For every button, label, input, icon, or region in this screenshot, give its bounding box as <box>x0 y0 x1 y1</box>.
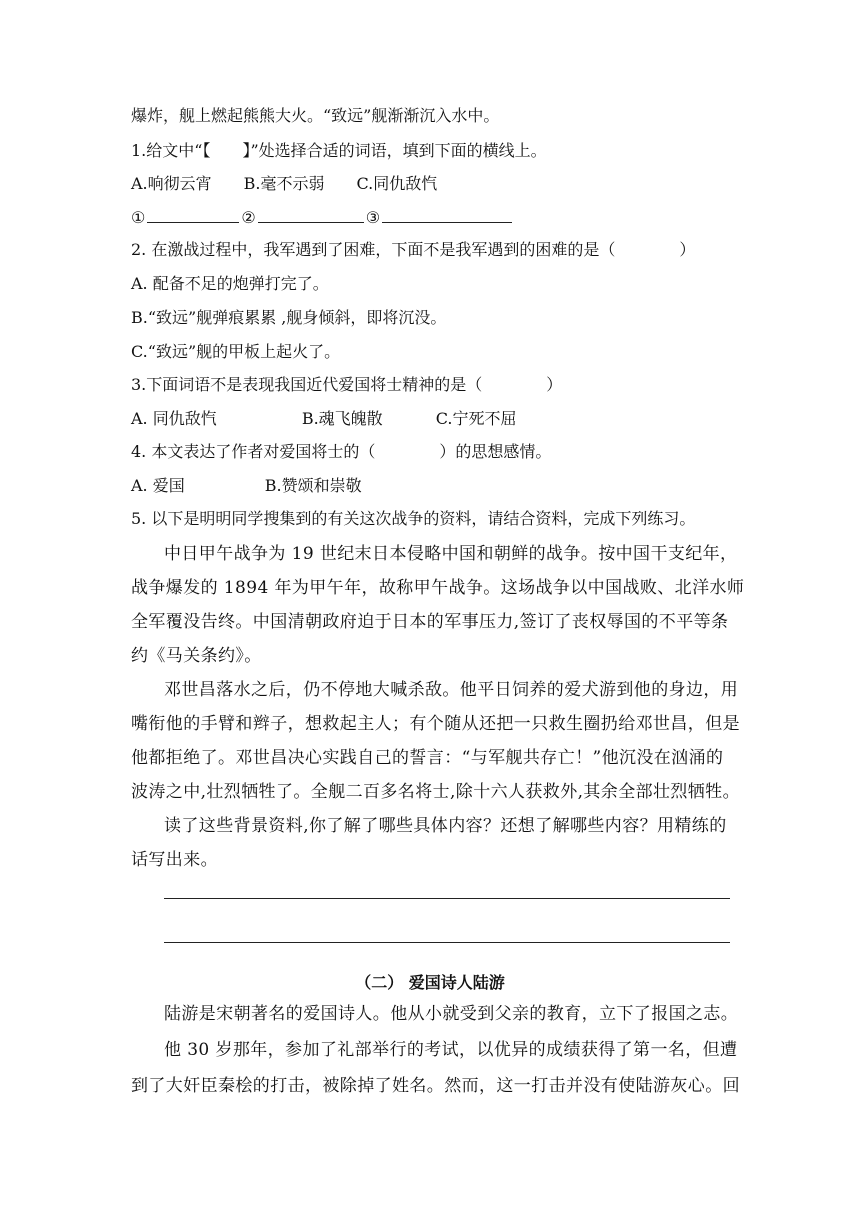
paragraph-2-line: 他都拒绝了。邓世昌决心实践自己的誓言：“与军舰共存亡！”他沉没在汹涌的 <box>131 748 724 768</box>
paragraph-2-line: 邓世昌落水之后，仍不停地大喊杀敌。他平日饲养的爱犬游到他的身边，用 <box>164 680 739 700</box>
text-line: 爆炸，舰上燃起熊熊大火。“致远”舰渐渐沉入水中。 <box>131 106 500 125</box>
question-3: 3.下面词语不是表现我国近代爱国将士精神的是（ ） <box>131 375 563 394</box>
paragraph-2-line: 嘴衔他的手臂和辫子，想救起主人；有个随从还把一只救生圈扔给邓世昌，但是 <box>131 714 740 734</box>
question-4: 4. 本文表达了作者对爱国将士的（ ）的思想感情。 <box>131 442 552 461</box>
paragraph-5-line: 他 30 岁那年，参加了礼部举行的考试，以优异的成绩获得了第一名，但遭 <box>164 1040 738 1060</box>
blank-label-2: ② <box>241 208 256 227</box>
paragraph-4-line: 陆游是宋朝著名的爱国诗人。他从小就受到父亲的教育，立下了报国之志。 <box>164 1004 739 1024</box>
paragraph-1-line: 战争爆发的 1894 年为甲午年，故称甲午战争。这场战争以中国战败、北洋水师 <box>131 578 745 598</box>
question-2: 2. 在激战过程中，我军遇到了困难，下面不是我军遇到的困难的是（ ） <box>131 240 696 259</box>
answer-blank-3[interactable] <box>382 206 512 223</box>
paragraph-2-line: 波涛之中,壮烈牺牲了。全舰二百多名将士,除十六人获救外,其余全部壮烈牺牲。 <box>131 782 741 802</box>
question-2-option-a: A. 配备不足的炮弹打完了。 <box>131 274 329 293</box>
paragraph-1-line: 中日甲午战争为 19 世纪末日本侵略中国和朝鲜的战争。按中国干支纪年， <box>164 544 738 564</box>
question-2-option-c: C.“致远”舰的甲板上起火了。 <box>131 342 341 361</box>
section-title: （二） 爱国诗人陆游 <box>355 973 505 992</box>
paragraph-5-line: 到了大奸臣秦桧的打击，被除掉了姓名。然而，这一打击并没有使陆游灰心。回 <box>131 1076 740 1096</box>
paragraph-3-line: 读了这些背景资料,你了解了哪些具体内容？还想了解哪些内容？用精练的 <box>164 816 727 836</box>
answer-line-1[interactable] <box>164 898 730 899</box>
question-5: 5. 以下是明明同学搜集到的有关这次战争的资料，请结合资料，完成下列练习。 <box>131 509 696 528</box>
question-3-options: A. 同仇敌忾 B.魂飞魄散 C.宁死不屈 <box>131 409 517 428</box>
question-1-options: A.响彻云宵 B.毫不示弱 C.同仇敌忾 <box>131 174 438 193</box>
answer-line-2[interactable] <box>164 942 730 943</box>
blank-label-3: ③ <box>365 208 381 227</box>
question-1: 1.给文中“【 】”处选择合适的词语，填到下面的横线上。 <box>131 141 547 160</box>
blank-label-1: ① <box>131 208 146 227</box>
paragraph-1-line: 约《马关条约》。 <box>131 646 262 666</box>
paragraph-3-line: 话写出来。 <box>131 850 218 870</box>
answer-blank-1[interactable] <box>147 206 239 223</box>
question-2-option-b: B.“致远”舰弹痕累累 ,舰身倾斜，即将沉没。 <box>131 308 447 327</box>
answer-blank-2[interactable] <box>258 206 364 223</box>
answer-blanks <box>131 206 514 229</box>
paragraph-1-line: 全军覆没告终。中国清朝政府迫于日本的军事压力,签订了丧权辱国的不平等条 <box>131 612 729 632</box>
question-4-options: A. 爱国 B.赞颂和崇敬 <box>131 476 362 495</box>
